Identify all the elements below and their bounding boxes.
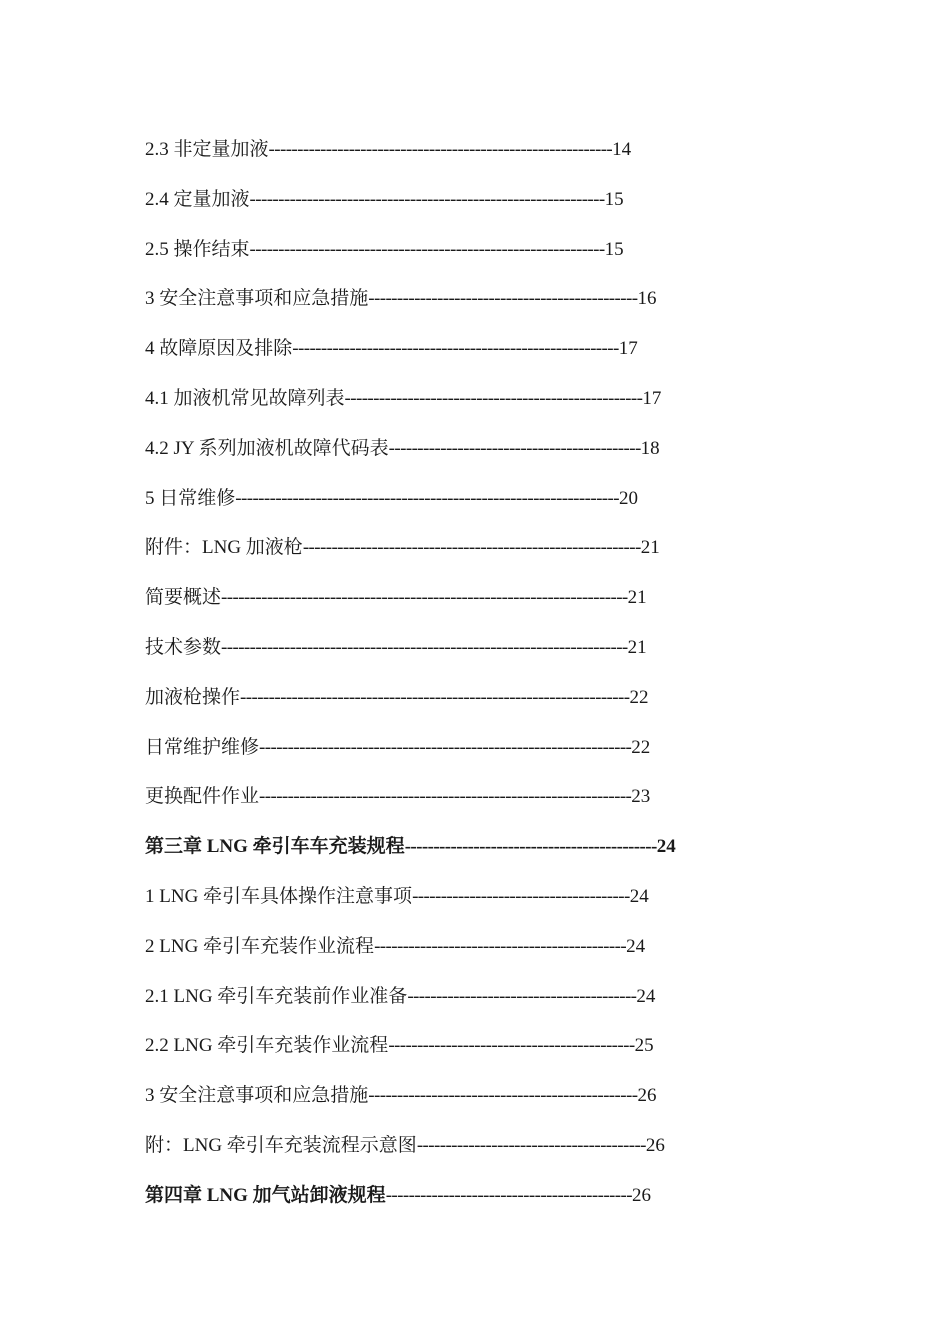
toc-page-number: 18 xyxy=(640,437,660,459)
toc-dot-leader: -------------------------------------------------------------- xyxy=(249,238,605,260)
toc-entry-title: 4.2 JY 系列加液机故障代码表 xyxy=(145,437,389,459)
toc-entry[interactable] xyxy=(145,485,845,535)
toc-entry[interactable] xyxy=(145,335,845,385)
toc-page-number: 23 xyxy=(631,786,651,808)
toc-dot-leader: ------------------------------------------- xyxy=(385,1184,632,1206)
toc-page-number: 26 xyxy=(645,1134,665,1156)
toc-entry-title: 3 安全注意事项和应急措施 xyxy=(145,288,369,310)
toc-page-number: 24 xyxy=(629,885,649,907)
toc-entry[interactable] xyxy=(145,236,845,286)
toc-page-number: 15 xyxy=(604,238,624,260)
toc-dot-leader: ---------------------------------------------------- xyxy=(344,387,643,409)
toc-dot-leader: ----------------------------------------------- xyxy=(368,1085,638,1107)
toc-entry-title: 第三章 LNG 牵引车车充装规程 xyxy=(145,836,405,858)
toc-entry[interactable] xyxy=(145,883,845,933)
toc-entry[interactable] xyxy=(145,783,845,833)
toc-dot-leader: -------------------------------------- xyxy=(412,885,630,907)
toc-entry-title: 2 LNG 牵引车充装作业流程 xyxy=(145,935,375,957)
toc-page-number: 21 xyxy=(640,537,660,559)
toc-entry-title: 日常维护维修 xyxy=(145,736,260,758)
toc-entry[interactable] xyxy=(145,634,845,684)
toc-page-number: 26 xyxy=(637,1085,657,1107)
toc-entry[interactable] xyxy=(145,684,845,734)
toc-entry[interactable] xyxy=(145,285,845,335)
toc-entry[interactable] xyxy=(145,1132,845,1182)
toc-dot-leader: ------------------------------------------------------------ xyxy=(268,139,613,160)
toc-dot-leader: ----------------------------------------------------------------------- xyxy=(221,636,628,658)
toc-dot-leader: ----------------------------------------------------------------- xyxy=(259,736,632,758)
table-of-contents xyxy=(145,136,845,1232)
toc-entry-title: 2.5 操作结束 xyxy=(145,238,250,260)
toc-dot-leader: ----------------------------------------------------------- xyxy=(302,537,641,559)
toc-page-number: 21 xyxy=(627,636,647,658)
toc-entry[interactable] xyxy=(145,186,845,236)
toc-entry[interactable] xyxy=(145,933,845,983)
toc-entry-title: 加液枪操作 xyxy=(145,686,241,708)
toc-entry[interactable] xyxy=(145,1182,845,1232)
toc-dot-leader: -------------------------------------------- xyxy=(388,437,641,459)
toc-entry-title: 2.1 LNG 牵引车充装前作业准备 xyxy=(145,985,408,1007)
toc-entry-title: 3 安全注意事项和应急措施 xyxy=(145,1085,369,1107)
toc-dot-leader: ----------------------------------------------------------------------- xyxy=(221,587,628,609)
toc-entry-title: 技术参数 xyxy=(145,636,222,658)
toc-entry-title: 4 故障原因及排除 xyxy=(145,338,293,360)
toc-entry[interactable] xyxy=(145,983,845,1033)
toc-page-number: 14 xyxy=(612,139,632,160)
toc-page-number: 17 xyxy=(642,387,662,409)
toc-dot-leader: ---------------------------------------- xyxy=(416,1134,646,1156)
toc-dot-leader: -------------------------------------------- xyxy=(404,836,657,858)
toc-entry-title: 2.2 LNG 牵引车充装作业流程 xyxy=(145,1035,389,1057)
toc-entry-title: 更换配件作业 xyxy=(145,786,260,808)
toc-entry-title: 1 LNG 牵引车具体操作注意事项 xyxy=(145,885,413,907)
toc-entry-title: 5 日常维修 xyxy=(145,487,236,509)
toc-entry-title: 附件：LNG 加液枪 xyxy=(145,537,303,559)
toc-entry[interactable] xyxy=(145,534,845,584)
toc-dot-leader: -------------------------------------------------------------- xyxy=(249,188,605,210)
toc-dot-leader: -------------------------------------------------------------------- xyxy=(240,686,630,708)
toc-entry-title: 2.3 非定量加液 xyxy=(145,139,269,160)
toc-dot-leader: ----------------------------------------------- xyxy=(368,288,638,310)
toc-entry[interactable] xyxy=(145,435,845,485)
toc-entry[interactable] xyxy=(145,734,845,784)
toc-page-number: 15 xyxy=(604,188,624,210)
toc-entry[interactable] xyxy=(145,584,845,634)
toc-page-number: 20 xyxy=(619,487,638,509)
toc-entry[interactable] xyxy=(145,1032,845,1082)
toc-dot-leader: -------------------------------------------- xyxy=(374,935,627,957)
toc-dot-leader: ------------------------------------------- xyxy=(388,1035,635,1057)
toc-page-number: 22 xyxy=(629,686,649,708)
toc-page-number: 25 xyxy=(634,1035,654,1057)
toc-dot-leader: ---------------------------------------- xyxy=(407,985,637,1007)
toc-entry[interactable] xyxy=(145,1082,845,1132)
toc-page-number: 24 xyxy=(656,836,676,858)
toc-entry[interactable] xyxy=(145,385,845,435)
toc-entry[interactable] xyxy=(145,136,845,186)
toc-dot-leader: --------------------------------------------------------- xyxy=(292,338,619,360)
toc-entry-title: 2.4 定量加液 xyxy=(145,188,250,210)
toc-page-number: 21 xyxy=(627,587,647,609)
toc-page-number: 24 xyxy=(626,935,646,957)
toc-page-number: 22 xyxy=(631,736,651,758)
toc-dot-leader: ------------------------------------------------------------------- xyxy=(235,487,619,509)
toc-entry-title: 简要概述 xyxy=(145,587,222,609)
toc-page-number: 16 xyxy=(637,288,657,310)
toc-dot-leader: ----------------------------------------------------------------- xyxy=(259,786,632,808)
toc-entry-title: 第四章 LNG 加气站卸液规程 xyxy=(145,1184,386,1206)
toc-entry-title: 4.1 加液机常见故障列表 xyxy=(145,387,345,409)
toc-page-number: 17 xyxy=(618,338,638,360)
toc-entry[interactable] xyxy=(145,833,845,883)
toc-page-number: 26 xyxy=(631,1184,651,1206)
toc-page-number: 24 xyxy=(636,985,656,1007)
toc-entry-title: 附：LNG 牵引车充装流程示意图 xyxy=(145,1134,417,1156)
